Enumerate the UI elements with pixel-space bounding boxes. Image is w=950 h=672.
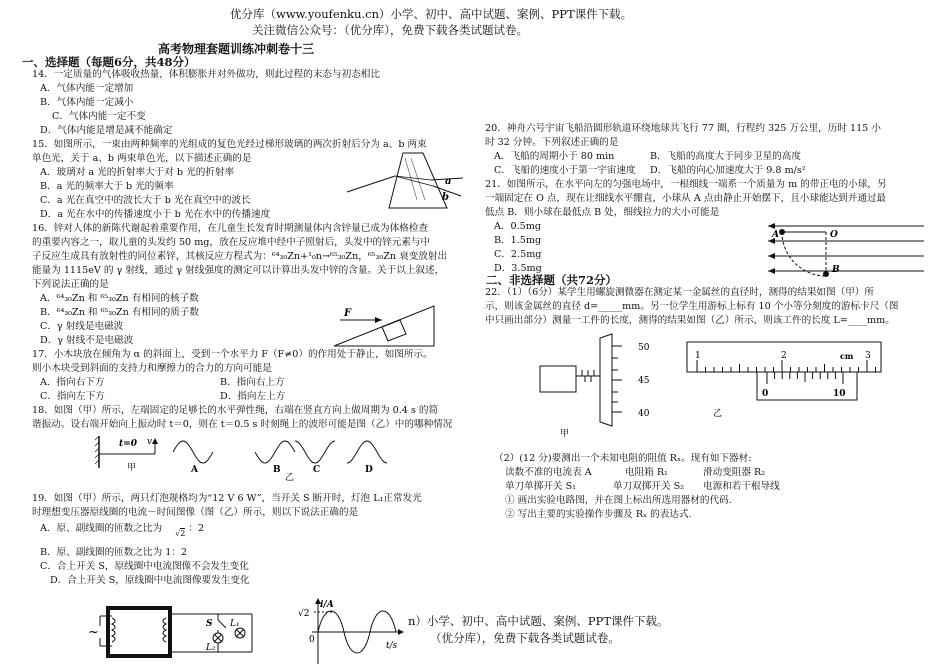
q22-material-switch-s2: 单刀双掷开关 S₂ xyxy=(613,481,685,492)
q16-option-b: B．⁶⁴₃₀Zn 和 ⁶⁵₃₀Zn 有相同的质子数 xyxy=(40,307,199,318)
q19-line-1: 19．如图（甲）所示，两只灯泡规格均为“12 V 6 W”，当开关 S 断开时，灯泡 L₁正常发光 xyxy=(32,493,422,504)
q19-current-graph xyxy=(298,598,408,668)
q17-line-2: 则小木块受到斜面的支持力和摩擦力的合力的方向可能是 xyxy=(32,363,272,374)
q22-caliper-main-2: 2 xyxy=(781,351,787,361)
q19-option-a-ratio: ：2 xyxy=(188,523,205,534)
q22-caliper-unit: cm xyxy=(840,351,854,361)
q15-line-1: 15．如图所示，一束由两种频率的光组成的复色光经过梯形玻璃的两次折射后分为 a、b 两束 xyxy=(32,139,427,150)
q19-l2-label: L₂ xyxy=(206,643,216,653)
q17-option-b: B．指向右上方 xyxy=(220,377,285,388)
q14-stem: 14．一定质量的气体吸收热量，体积膨胀并对外做功，则此过程的末态与初态相比 xyxy=(32,69,380,80)
q19-graph-x-label: t/s xyxy=(386,641,398,651)
q15-option-d: D．a 光在水中的传播速度小于 b 光在水中的传播速度 xyxy=(40,209,271,220)
q15-line-2: 单色光，关于 a、b 两束单色光，以下描述正确的是 xyxy=(32,153,252,164)
q21-point-b-label: B xyxy=(832,265,840,275)
q15-fig-label-a: a xyxy=(445,176,452,187)
q21-line-3: 低点 B．则小球在最低点 B 处，细线拉力的大小可能是 xyxy=(485,207,720,218)
q19-graph-amplitude: √2 xyxy=(298,609,310,619)
q22-caliper-vernier-0: 0 xyxy=(762,389,769,399)
q16-line-3: 子反应生成具有放射性的同位素锌，其核反应方程式为：⁶⁴₃₀Zn+¹₀n→⁶⁵₃₀Zn，⁶⁵₃₀Zn 衰变放射出 xyxy=(32,251,448,262)
footer-line-2: （优分库），免费下载各类试题试卷。 xyxy=(430,631,620,645)
q18-wave-a xyxy=(173,441,213,463)
q22-material-ammeter: 读数不准的电流表 A xyxy=(505,467,592,478)
q16-option-c: C．γ 射线是电磁波 xyxy=(40,321,124,332)
q17-line-1: 17．小木块放在倾角为 α 的斜面上，受到一个水平力 F（F≠0）的作用处于静止，如图所示。 xyxy=(32,349,433,360)
q22-caliper-main-3: 3 xyxy=(865,351,871,361)
q20-option-b: B．飞船的高度大于同步卫星的高度 xyxy=(650,151,801,162)
q19-l1-label: L₁ xyxy=(230,619,240,629)
q22-caliper-caption: 乙 xyxy=(713,409,723,419)
q22-caliper-figure xyxy=(685,340,885,420)
q15-option-b: B．a 光的频率大于 b 光的频率 xyxy=(40,181,174,192)
q22-material-rheostat: 滑动变阻器 R₂ xyxy=(703,467,766,478)
q18-wave-d xyxy=(347,441,387,463)
q21-option-d: D．3.5mg xyxy=(494,263,542,274)
q22-micrometer-tick-50: 50 xyxy=(638,343,650,353)
q21-point-a-label: A xyxy=(772,230,779,240)
q17-force-label: F xyxy=(344,308,352,319)
q15-prism-figure xyxy=(345,150,465,215)
page-title: 高考物理套题训练冲刺卷十三 xyxy=(158,42,315,56)
q15-option-c: C．a 光在真空中的波长大于 b 光在真空中的波长 xyxy=(40,195,251,206)
q17-option-d: D．指向左上方 xyxy=(220,391,286,402)
section-heading-non-choice: 二、非选择题（共72分） xyxy=(486,273,618,287)
q15-fig-label-b: b xyxy=(442,192,449,203)
q16-line-2: 的重要内容之一，取儿童的头发约 50 mg，放在反应堆中经中子照射后，头发中的锌元素与中 xyxy=(32,237,431,248)
q22-part2-line-1: （2）(12 分)要测出一个未知电阻的阻值 Rₓ。现有如下器材: xyxy=(494,453,752,464)
q19-option-a xyxy=(40,522,205,538)
q21-option-b: B．1.5mg xyxy=(494,235,542,246)
q18-wave-figure xyxy=(95,432,440,484)
q19-option-c: C．合上开关 S，原线圈中电流图像不会发生变化 xyxy=(40,561,249,572)
q22-micrometer-caption: 甲 xyxy=(560,429,570,439)
q21-line-1: 21．如图所示，在水平向左的匀强电场中，一根细线一端系一个质量为 m 的带正电的小球，另 xyxy=(485,179,887,190)
q17-incline-figure xyxy=(330,300,440,350)
q19-ac-source-icon: ~ xyxy=(88,625,99,640)
q19-transformer-circuit xyxy=(88,600,258,666)
q19-option-b: B．原、副线圈的匝数之比为 1：2 xyxy=(40,547,188,558)
q16-line-4: 能量为 1115eV 的 γ 射线，通过 γ 射线强度的测定可以计算出头发中锌的含量。关于以上叙述， xyxy=(32,265,445,276)
q20-option-d: D．飞船的向心加速度大于 9.8 m/s² xyxy=(650,165,806,176)
q15-option-a: A．玻璃对 a 光的折射率大于对 b 光的折射率 xyxy=(40,167,235,178)
q22-step-1: ① 画出实验电路图，并在图上标出所选用器材的代码. xyxy=(505,495,732,506)
q22-line-2: 示，则该金属丝的直径 d=_____mm。另一位学生用游标上标有 10 个小等分刻度的游标卡尺（图 xyxy=(485,301,899,312)
q19-graph-y-label: i/A xyxy=(320,600,334,610)
q21-point-o-label: O xyxy=(830,230,838,240)
q22-step-2: ② 写出主要的实验操作步骤及 Rₓ 的表达式. xyxy=(505,509,692,520)
q18-wave-options xyxy=(173,441,387,475)
q21-pendulum-figure xyxy=(768,218,928,278)
q20-option-a: A．飞船的周期小于 80 min xyxy=(494,151,615,162)
q22-caliper-main-1: 1 xyxy=(695,351,701,361)
q18-jia-label: 甲 xyxy=(127,463,137,473)
q18-line-1: 18．如图（甲）所示，左端固定的足够长的水平弹性绳，右端在竖直方向上做周期为 0.4 s 的简 xyxy=(32,405,439,416)
q22-line-1: 22．（1）（6分）某学生用螺旋测微器在测定某一金属丝的直径时，测得的结果如图（甲）所 xyxy=(485,287,874,298)
q22-material-resistor-box: 电阻箱 R₁ xyxy=(625,467,668,478)
q20-option-c: C．飞船的速度小于第一宇宙速度 xyxy=(494,165,636,176)
q18-wave-label-a: A xyxy=(191,465,198,475)
q22-caliper-vernier-10: 10 xyxy=(833,389,846,399)
q19-option-a-radical: √2 xyxy=(175,529,186,538)
q18-wave-label-b: B xyxy=(273,465,281,475)
q18-t0-label: t=0 xyxy=(119,439,137,449)
q20-line-2: 时 32 分钟。下列叙述正确的是 xyxy=(485,137,619,148)
q19-graph-origin: 0 xyxy=(309,635,315,645)
q16-line-5: 下列说法正确的是 xyxy=(32,279,109,290)
q14-option-d: D．气体内能是增是减不能确定 xyxy=(40,125,173,136)
q22-micrometer-figure xyxy=(538,330,668,439)
q19-switch-label: S xyxy=(206,619,213,629)
q22-material-switch-s1: 单刀单掷开关 S₁ xyxy=(505,481,577,492)
header-line-2: 关注微信公众号：（优分库），免费下载各类试题试卷。 xyxy=(252,23,528,37)
q19-option-d: D．合上开关 S，原线圈中电流图像要发生变化 xyxy=(50,575,250,586)
q20-line-1: 20．神舟六号宇宙飞船沿圆形轨道环绕地球共飞行 77 圈，行程约 325 万公里，历时 115 小 xyxy=(485,123,881,134)
q21-option-a: A．0.5mg xyxy=(494,221,542,232)
q18-wave-c xyxy=(295,441,335,463)
q17-option-a: A．指向右下方 xyxy=(40,377,105,388)
q22-micrometer-tick-40: 40 xyxy=(638,409,650,419)
q22-micrometer-tick-45: 45 xyxy=(638,376,650,386)
q14-option-b: B．气体内能一定减小 xyxy=(40,97,134,108)
q18-wave-b xyxy=(255,441,295,463)
header-line-1: 优分库（www.youfenku.cn）小学、初中、高中试题、案例、PPT课件下载。 xyxy=(230,7,633,21)
q21-option-c: C．2.5mg xyxy=(494,249,542,260)
q19-option-a-text: A．原、副线圈的匝数之比为 xyxy=(40,523,163,534)
q16-option-a: A．⁶⁴₃₀Zn 和 ⁶⁵₃₀Zn 有相同的核子数 xyxy=(40,293,199,304)
q18-yi-label: 乙 xyxy=(285,473,295,483)
footer-line-1: n）小学、初中、高中试题、案例、PPT课件下载。 xyxy=(408,614,669,628)
q14-option-c: C．气体内能一定不变 xyxy=(52,111,146,122)
q19-line-2: 时理想变压器原线圈的电流－时间图像（图（乙）所示，则以下说法正确的是 xyxy=(32,507,359,518)
q14-option-a: A．气体内能一定增加 xyxy=(40,83,134,94)
q16-line-1: 16．锌对人体的新陈代谢起着重要作用，在儿童生长发育时期测量体内含锌量已成为体格检查 xyxy=(32,223,428,234)
q18-line-2: 谐振动。设右端开始向上振动时 t＝0，则在 t＝0.5 s 时刻绳上的波形可能是图（乙）中的哪种情况 xyxy=(32,419,453,430)
q18-v-label: v xyxy=(147,437,153,447)
q22-line-3: 中只画出部分）测量一工件的长度，测得的结果如图（乙）所示，则该工件的长度 L=____mm。 xyxy=(485,315,895,326)
section-heading-choice: 一、选择题（每题6分，共48分） xyxy=(22,55,196,69)
q21-line-2: 一端固定在 O 点，现在让细线水平绷直，小球从 A 点由静止开始摆下，且小球能达到并通过最 xyxy=(485,193,887,204)
q18-wave-label-c: C xyxy=(313,465,321,475)
q18-wave-label-d: D xyxy=(365,465,373,475)
q17-option-c: C．指向左下方 xyxy=(40,391,105,402)
q16-option-d: D．γ 射线不是电磁波 xyxy=(40,335,134,346)
q22-material-power-source: 电源和若干根导线 xyxy=(703,481,780,492)
